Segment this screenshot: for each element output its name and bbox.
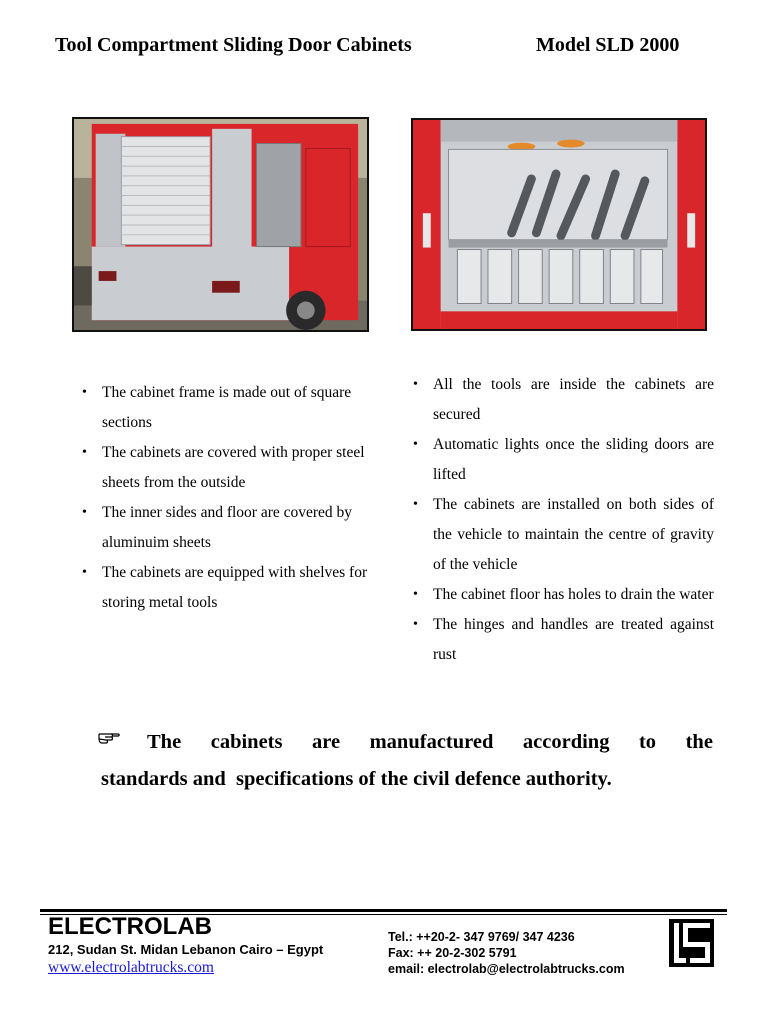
list-item: • The inner sides and floor are covered by aluminuim sheets	[80, 498, 370, 558]
website-link[interactable]: www.electrolabtrucks.com	[48, 959, 214, 976]
fax: Fax: ++ 20-2-302 5791	[388, 946, 517, 960]
electrolab-logo-icon	[669, 919, 714, 967]
cabinet-interior-photo	[411, 118, 707, 331]
statement-word: cabinets	[210, 731, 283, 753]
statement-word: the	[685, 731, 713, 753]
statement-word: are	[312, 731, 341, 753]
telephone: Tel.: ++20-2- 347 9769/ 347 4236	[388, 930, 575, 944]
compliance-statement	[101, 724, 713, 798]
statement-word: according	[522, 731, 610, 753]
model-title: Model SLD 2000	[536, 34, 680, 56]
page-title: Tool Compartment Sliding Door Cabinets	[55, 34, 412, 56]
list-item: • The cabinets are equipped with shelves for storing metal tools	[80, 558, 370, 618]
statement-line-2: standards and specifications of the civil defence authority.	[101, 768, 612, 790]
statement-word: to	[638, 731, 657, 753]
list-item: • All the tools are inside the cabinets are secured	[411, 370, 714, 430]
features-list-right	[411, 370, 714, 670]
list-item: • Automatic lights once the sliding doors are lifted	[411, 430, 714, 490]
features-list-left	[80, 378, 370, 618]
truck-cabinet-photo-exterior	[72, 117, 369, 332]
contact-block	[388, 929, 625, 977]
pointing-hand-icon	[98, 728, 120, 744]
company-name: ELECTROLAB	[48, 913, 212, 940]
list-item: • The cabinet floor has holes to drain the water	[411, 580, 714, 610]
list-item: • The cabinets are installed on both sides of the vehicle to maintain the centre of gravity of the vehicle	[411, 490, 714, 580]
email: email: electrolab@electrolabtrucks.com	[388, 962, 625, 976]
statement-line-1	[101, 724, 713, 761]
statement-word: manufactured	[369, 731, 494, 753]
list-item: • The cabinet frame is made out of square sections	[80, 378, 370, 438]
footer-divider	[40, 909, 727, 912]
company-address: 212, Sudan St. Midan Lebanon Cairo – Egypt	[48, 942, 324, 957]
list-item: • The cabinets are covered with proper steel sheets from the outside	[80, 438, 370, 498]
statement-word: The	[147, 731, 182, 753]
list-item: • The hinges and handles are treated against rust	[411, 610, 714, 670]
